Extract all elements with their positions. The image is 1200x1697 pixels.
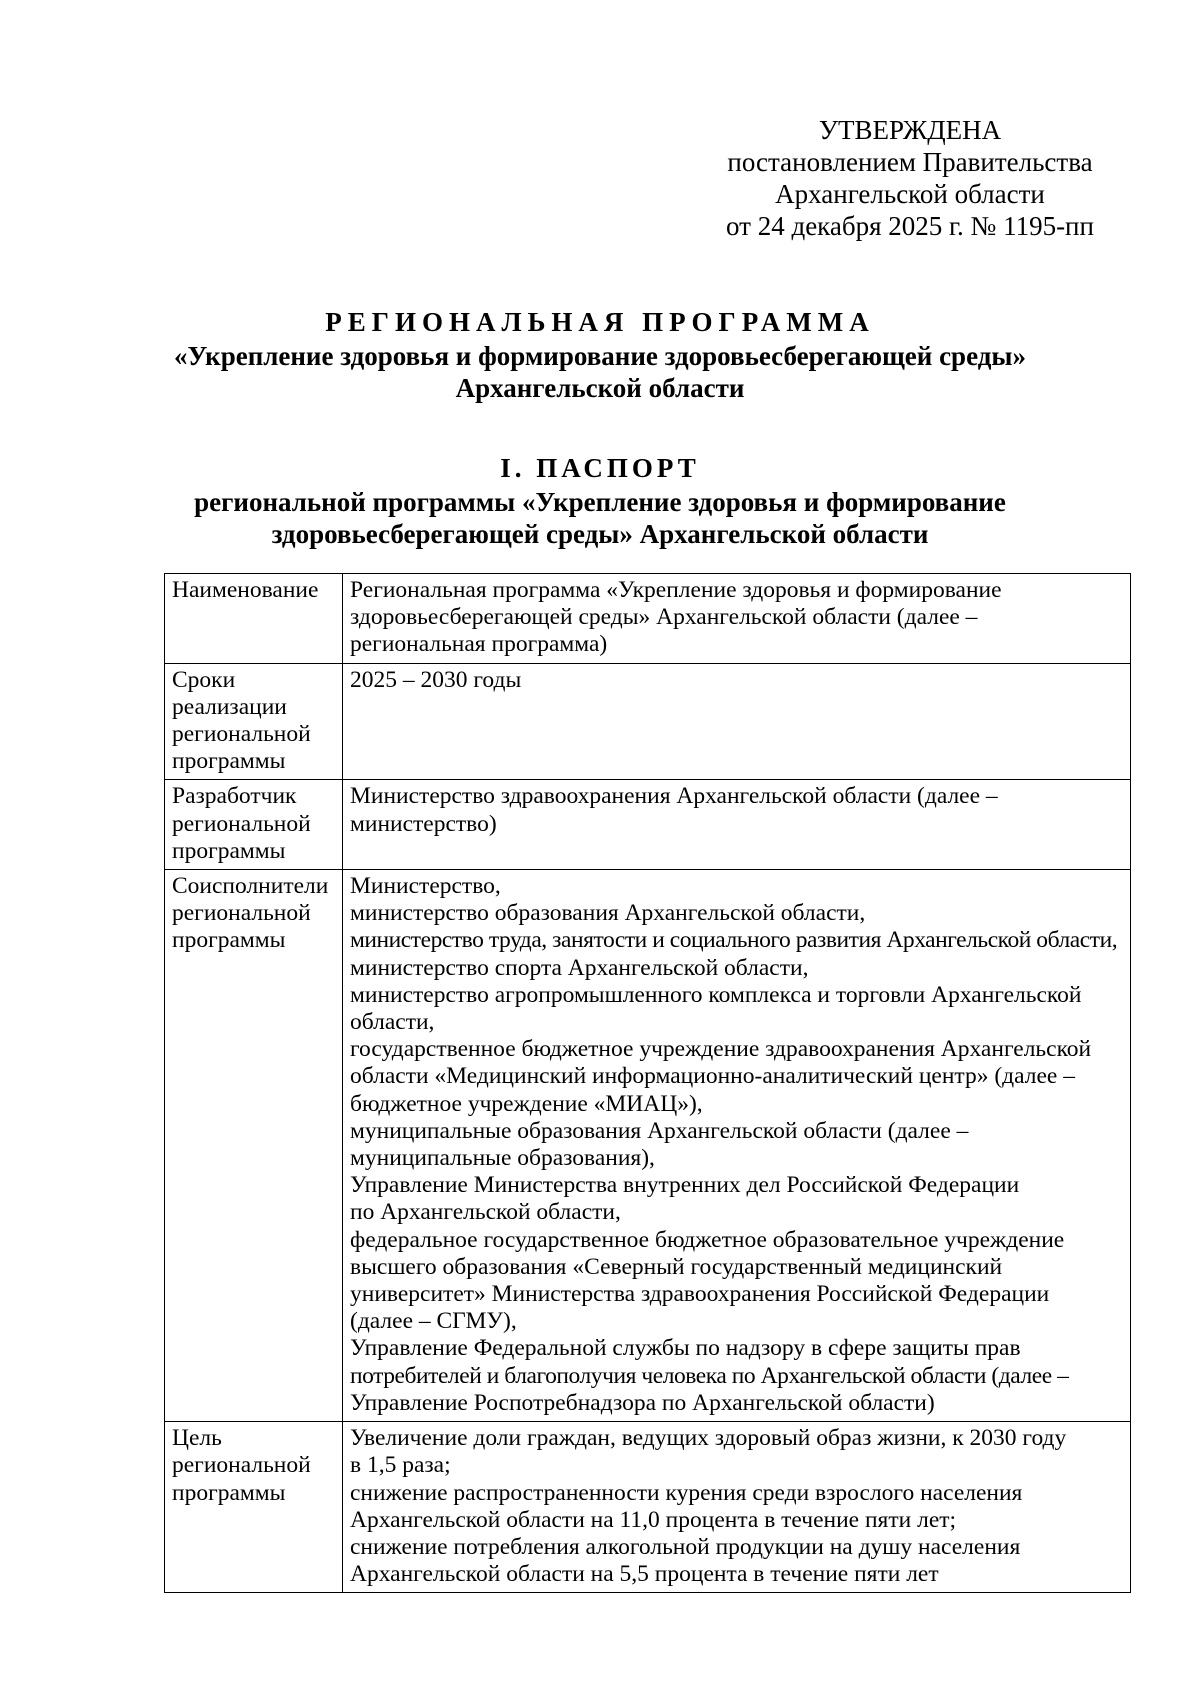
row-value-line: высшего образования «Северный государственный медицинский [350, 1253, 1003, 1280]
passport-title [0, 452, 1200, 550]
row-value [343, 574, 1131, 664]
table-row [165, 1422, 1131, 1593]
row-value-line: потребителей и благополучия человека по Архангельской области (далее – [350, 1362, 1069, 1389]
row-label-line: региональной [172, 721, 311, 748]
row-value-line: снижение потребления алкогольной продукции на душу населения [350, 1533, 1021, 1560]
row-value-line: области «Медицинский информационно-аналитический центр» (далее – [350, 1063, 1075, 1090]
row-value-line: Увеличение доли граждан, ведущих здоровый образ жизни, к 2030 году [350, 1425, 1067, 1452]
program-title [0, 306, 1200, 404]
row-value [343, 663, 1131, 780]
row-value-line: области, [350, 1009, 435, 1036]
row-value-line: муниципальные образования), [350, 1145, 655, 1172]
row-value-line: Региональная программа «Укрепление здоровья и формирование [350, 577, 1002, 603]
approval-line: постановлением Правительства [727, 147, 1093, 177]
row-label-line: программы [172, 927, 286, 954]
row-value-line: Архангельской области на 11,0 процента в течение пяти лет; [350, 1506, 957, 1533]
passport-subtitle: здоровьесберегающей среды» Архангельской области [271, 519, 929, 549]
row-value-line: министерство спорта Архангельской области, [350, 954, 809, 981]
row-label-line: Цель [172, 1425, 222, 1452]
row-value-line: Министерство здравоохранения Архангельской области (далее – [350, 783, 998, 810]
row-label [165, 574, 343, 664]
row-label-line: программы [172, 837, 286, 864]
row-label [165, 663, 343, 780]
approval-line: Архангельской области [775, 179, 1045, 209]
row-value-line: 2025 – 2030 годы [350, 666, 522, 693]
row-label-line: реализации [172, 693, 287, 720]
row-label-line: Наименование [172, 577, 319, 603]
passport-title-caps: I. ПАСПОРТ [500, 453, 700, 483]
row-value-line: снижение распространенности курения среди взрослого населения [350, 1479, 1023, 1506]
row-value-line: здоровьесберегающей среды» Архангельской области (далее – [350, 604, 978, 631]
row-value-line: Архангельской области на 5,5 процента в течение пяти лет [350, 1561, 939, 1588]
program-title-region: Архангельской области [455, 373, 745, 403]
passport-subtitle: региональной программы «Укрепление здоровья и формирование [194, 487, 1006, 517]
row-label [165, 870, 343, 1422]
row-label-line: региональной [172, 810, 311, 837]
row-value-line: университет» Министерства здравоохранения Российской Федерации [350, 1281, 1050, 1308]
row-value-line: министерство труда, занятости и социального развития Архангельской области, [350, 927, 1118, 954]
row-label [165, 780, 343, 870]
table-row [165, 870, 1131, 1422]
row-value-line: Управление Министерства внутренних дел Российской Федерации [350, 1172, 1020, 1199]
program-title-name: «Укрепление здоровья и формирование здоровьесберегающей среды» [174, 341, 1026, 371]
table-row [165, 663, 1131, 780]
table-row [165, 780, 1131, 870]
row-value-line: муниципальные образования Архангельской области (далее – [350, 1117, 969, 1144]
row-value-line: министерство агропромышленного комплекса и торговли Архангельской [350, 981, 1082, 1008]
row-label-line: Соисполнители [172, 873, 329, 900]
row-value-line: федеральное государственное бюджетное образовательное учреждение [350, 1226, 1065, 1253]
row-label-line: программы [172, 1479, 286, 1506]
row-value [343, 870, 1131, 1422]
row-value-line: в 1,5 раза; [350, 1452, 451, 1479]
passport-table [164, 573, 1131, 1593]
row-label-line: программы [172, 748, 286, 775]
row-value-line: (далее – СГМУ), [350, 1308, 517, 1335]
row-label-line: региональной [172, 1452, 311, 1479]
approval-title: УТВЕРЖДЕНА [818, 115, 1002, 145]
row-value-line: бюджетное учреждение «МИАЦ»), [350, 1090, 703, 1117]
row-label-line: Сроки [172, 666, 236, 693]
row-value-line: по Архангельской области, [350, 1199, 621, 1226]
row-label [165, 1422, 343, 1593]
row-value [343, 1422, 1131, 1593]
row-value-line: министерство) [350, 810, 497, 837]
row-value-line: региональная программа) [350, 631, 608, 658]
row-label-line: региональной [172, 900, 311, 927]
row-value-line: Министерство, [350, 873, 501, 900]
table-row [165, 574, 1131, 664]
row-value-line: государственное бюджетное учреждение здравоохранения Архангельской [350, 1036, 1092, 1063]
row-value-line: Управление Федеральной службы по надзору в сфере защиты прав [350, 1335, 1021, 1362]
program-title-caps: РЕГИОНАЛЬНАЯ ПРОГРАММА [325, 307, 875, 337]
approval-date: от 24 декабря 2025 г. № 1195-пп [726, 211, 1094, 241]
row-value [343, 780, 1131, 870]
approval-stamp [700, 114, 1120, 242]
row-value-line: Управление Роспотребнадзора по Архангельской области) [350, 1389, 935, 1416]
row-label-line: Разработчик [172, 783, 297, 810]
row-value-line: министерство образования Архангельской области, [350, 900, 866, 927]
